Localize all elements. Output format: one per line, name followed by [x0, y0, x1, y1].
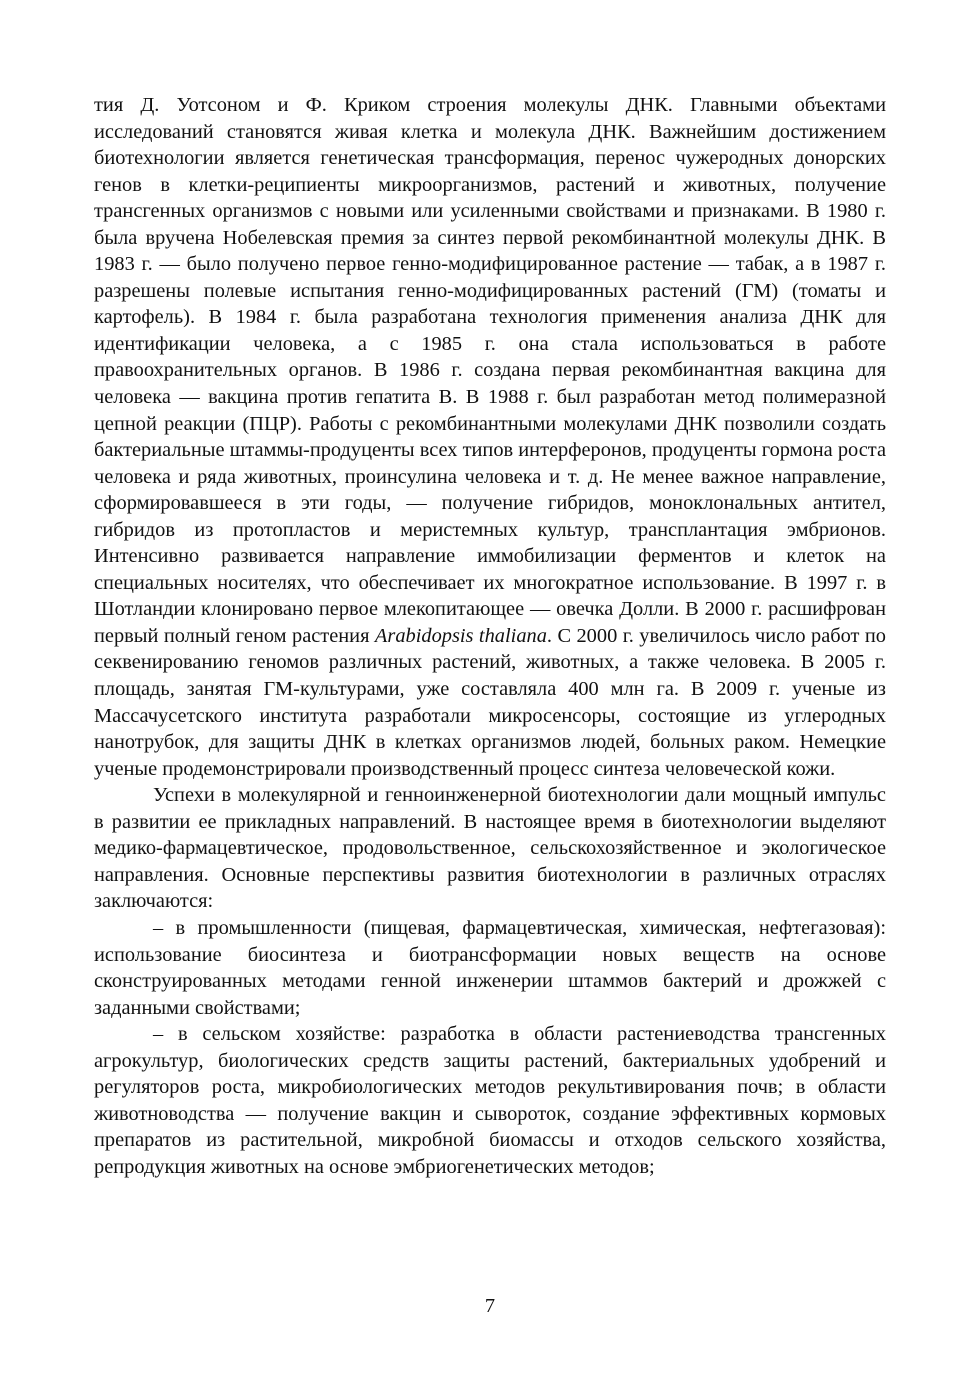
document-body [94, 92, 886, 1180]
paragraph-history-text-end: . С 2000 г. увеличилось число работ по секвенированию геномов различных растений, животных, а также человека. В 2005 г. площадь, занятая ГМ-культурами, уже составляла 400 млн га. В 2009 г. ученые из Массачусетского института разработали микросенсоры, состоящие из углеродных нанотрубок, для защиты ДНК в клетках организмов людей, больных раком. Немецкие ученые продемонстрировали производственный процесс синтеза человеческой кожи. [94, 624, 886, 780]
list-item-agriculture: – в сельском хозяйстве: разработка в области растениеводства трансгенных агрокультур, биологических средств защиты растений, бактериальных удобрений и регуляторов роста, микробиологических методов рекультивирования почв; в области животноводства — получение вакцин и сывороток, создание эффективных кормовых препаратов из растительной, микробной биомассы и отходов сельского хозяйства, репродукция животных на основе эмбриогенетических методов; [94, 1023, 886, 1178]
list-item-industry: – в промышленности (пищевая, фармацевтическая, химическая, нефтегазовая): использование биосинтеза и биотрансформации новых веществ на основе сконструированных методами генной инженерии штаммов бактерий и дрожжей с заданными свойствами; [94, 916, 886, 1019]
paragraph-history [94, 92, 886, 782]
paragraph-applications: Успехи в молекулярной и генноинженерной биотехнологии дали мощный импульс в развитии ее прикладных направлений. В настоящее время в биотехнологии выделяют медико-фармацевтическое, продовольственное, сельскохозяйственное и экологическое направления. Основные перспективы развития биотехнологии в различных отраслях заключаются: [94, 784, 886, 913]
species-name-italic: Arabidopsis thaliana [374, 624, 547, 647]
paragraph-history-text-start: тия Д. Уотсоном и Ф. Криком строения молекулы ДНК. Главными объектами исследований становятся живая клетка и молекула ДНК. Важнейшим достижением биотехнологии является генетическая трансформация, перенос чужеродных донорских генов в клетки-реципиенты микроорганизмов, растений и животных, получение трансгенных организмов с новыми или усиленными свойствами и признаками. В 1980 г. была вручена Нобелевская премия за синтез первой рекомбинантной молекулы ДНК. В 1983 г. — было получено первое генно-модифицированное растение — табак, а в 1987 г. разрешены полевые испытания генно-модифицированных растений (ГМ) (томаты и картофель). В 1984 г. была разработана технология применения анализа ДНК для идентификации человека, а с 1985 г. она стала использоваться в работе правоохранительных органов. В 1986 г. создана первая рекомбинантная вакцина для человека — вакцина против гепатита В. В 1988 г. был разработан метод полимеразной цепной реакции (ПЦР). Работы с рекомбинантными молекулами ДНК позволили создать бактериальные штаммы-продуценты всех типов интерферонов, продуценты гормона роста человека и ряда животных, проинсулина человека и т. д. Не менее важное направление, сформировавшееся в эти годы, — получение гибридов, моноклональных антител, гибридов из протопластов и меристемных культур, трансплантация эмбрионов. Интенсивно развивается направление иммобилизации ферментов и клеток на специальных носителях, что обеспечивает их многократное использование. В 1997 г. в Шотландии клонировано первое млекопитающее — овечка Долли. В 2000 г. расшифрован первый полный геном растения [94, 94, 886, 647]
page-number: 7 [484, 1295, 496, 1317]
